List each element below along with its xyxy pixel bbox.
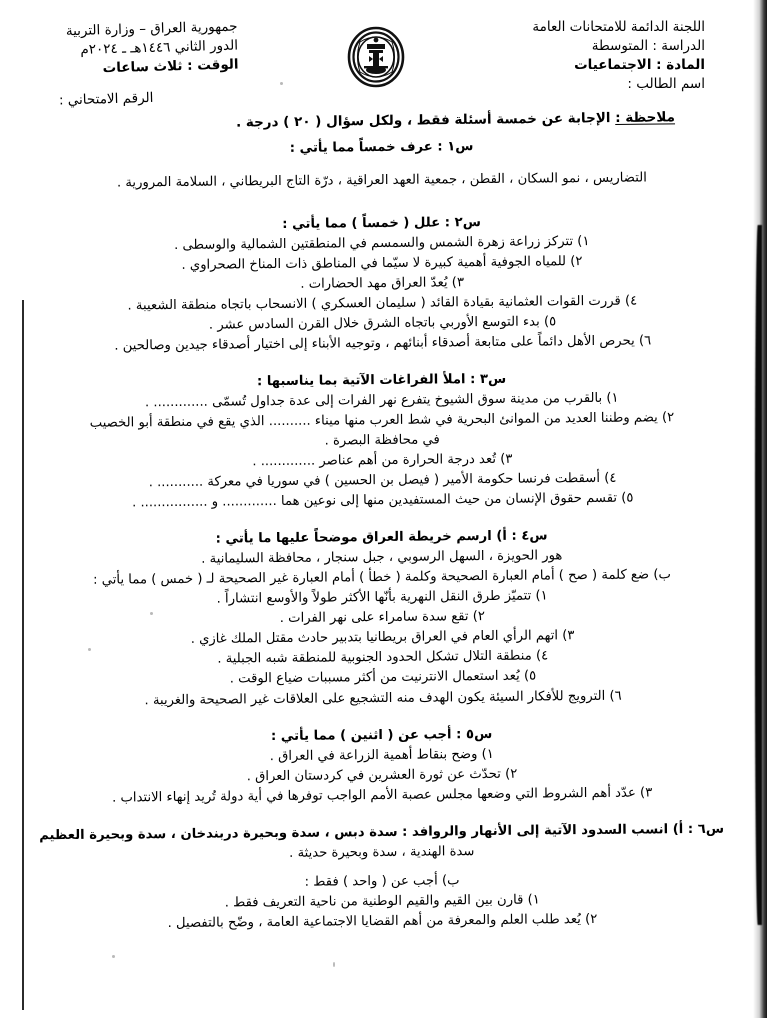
list-item: ٤) أسقطت فرنسا حكومة الأمير ( فيصل بن الحسين ) في سوريا في معركة ........... . [148,471,617,491]
exam-session: الدور الثاني ١٤٤٦هـ ـ ٢٠٢٤م [80,37,239,59]
list-item: ١) قارن بين القيم والقيم الوطنية من ناحية التعريف فقط . [224,892,540,911]
q2-prompt: : علل ( خمساً ) مما يأتي : [282,214,451,232]
q3-prompt: : املأ الفراغات الآتية بما يناسبها : [256,372,476,390]
q3-number: س٣ [479,371,507,387]
list-item: ٣) عدّد أهم الشروط التي وضعها مجلس عصبة الأمم الواجب توفرها في أية دولة تُريد إنهاء الانتداب . [112,785,653,806]
q3-items [30,388,734,515]
list-item: ١) تتميّز طرق النقل النهرية بأنّها الأكثر طولاً والأوسع انتشاراً . [216,588,548,608]
q1-number: س١ [447,139,474,155]
subject: المادة : الاجتماعيات [574,57,705,74]
q6-prompt-b: ب) أجب عن ( واحد ) فقط : [304,873,460,891]
q6-items [31,889,734,936]
note-label: ملاحظة : [615,109,676,127]
q4-map-items: هور الحويزة ، السهل الرسوبي ، جبل سنجار ، محافظة السليمانية . [201,548,563,568]
ministry-emblem-stamp [347,26,405,88]
question-q4 [30,525,735,712]
student-name-label: اسم الطالب : [627,76,705,93]
exam-number-label: الرقم الامتحاني : [58,90,154,109]
header-right-block [532,18,705,95]
q4-prompt-b: ب) ضع كلمة ( صح ) أمام العبارة الصحيحة وكلمة ( خطأ ) أمام العبارة غير الصحيحة لـ ( خمس ) مما يأتي : [93,567,671,589]
list-item: ٣) اتهم الرأي العام في العراق بريطانيا بتدبير حادث مقتل الملك غازي . [190,628,575,648]
list-item: ٥) تقسم حقوق الإنسان من حيث المستفيدين منها إلى نوعين هما ............. و ................ . [131,490,634,511]
scan-speck [112,955,115,958]
list-item: ٥) يُعد استعمال الانترنيت من أكثر مسببات ضياع الوقت . [229,669,537,688]
republic-ministry: جمهورية العراق – وزارة التربية [65,18,238,40]
list-item: ٣) تُعد درجة الحرارة من أهم عناصر ............. . [252,451,513,470]
q6-prompt-a: : أ) انسب السدود الآتية إلى الأنهار والروافد : سدة دبس ، سدة وبحيرة دربندخان ، سدة وبحيرة العظيم [39,822,694,844]
list-item: ٦) الترويج للأفكار السيئة يكون الهدف منه التشجيع على العلاقات غير الصحيحة والغريبة . [144,688,622,709]
list-item: ١) تتركز زراعة زهرة الشمس والسمسم في المنطقتين الشمالية والوسطى . [173,233,590,253]
question-q1 [30,135,733,195]
q2-number: س٢ [454,214,481,230]
q4-items [31,585,735,712]
question-q6 [30,820,734,936]
committee-title: اللجنة الدائمة للامتحانات العامة [532,19,705,35]
q1-terms: التضاريس ، نمو السكان ، القطن ، جمعية العهد العراقية ، درّة التاج البريطاني ، السلامة المرورية . [116,170,647,191]
list-item: ٢) تحدّث عن ثورة العشرين في كردستان العراق . [246,766,518,785]
list-item: ٤) منطقة التلال تشكل الحدود الجنوبية للمنطقة شبه الجبلية . [217,649,549,668]
list-item: ٢) للمياه الجوفية أهمية كبيرة لا سيّما في المناطق ذات المناخ الصحراوي . [181,253,583,273]
scan-speck [333,962,335,967]
exam-duration: الوقت : ثلاث ساعات [102,56,239,77]
list-item: ١) وضح بنقاط أهمية الزراعة في العراق . [269,746,494,765]
list-item: ٢) تقع سدة سامراء على نهر الفرات . [279,609,486,627]
list-item: ٢) يُعد طلب العلم والمعرفة من أهم القضايا الاجتماعية العامة ، وضّح بالتفصيل . [167,912,598,932]
list-item: ٦) يحرص الأهل دائماً على متابعة أصدقاء أبنائهم ، وتوجيه الأبناء إلى اختيار أصدقاء جيدين وصالحين . [114,333,652,354]
q4-prompt-a: : أ) ارسم خريطة العراق موضحاً عليها ما يأتي : [215,529,517,547]
page-header [0,0,767,108]
question-q2 [30,210,734,357]
q4-number: س٤ [521,528,548,545]
list-item: ٥) بدء التوسع الأوربي باتجاه الشرق خلال القرن السادس عشر . [208,314,557,333]
questions-body [0,138,767,935]
list-item: ١) بالقرب من مدينة سوق الشيوخ يتفرع نهر الفرات إلى عدة جداول تُسمّى ............. . [144,390,619,411]
q5-items [30,743,734,810]
q6-dams-items: سدة الهندية ، سدة وبحيرة حديثة . [289,844,475,862]
q5-prompt: : أجب عن ( اثنين ) مما يأتي : [270,727,462,744]
list-item-continued: في محافظة البصرة . [324,432,440,449]
question-q5 [30,723,734,810]
q1-heading [30,135,733,162]
list-item: ٣) يُعدّ العراق مهد الحضارات . [300,274,465,292]
header-left-block [57,17,240,111]
list-item: ٤) قررت القوات العثمانية بقيادة القائد ( سليمان العسكري ) الانسحاب باتجاه منطقة الشعيبة . [127,293,638,314]
q5-number: س٥ [465,726,493,743]
q2-items [30,230,734,357]
list-item: ٢) يضم وطننا العديد من الموانئ البحرية في شط العرب منها ميناء .......... الذي يقع في منطقة أبو الخصيب [89,410,675,431]
exam-note [236,109,675,130]
question-q3 [30,368,734,515]
q1-prompt: : عرف خمساً مما يأتي : [289,139,443,156]
q6-number: س٦ [697,821,725,838]
study-stage: الدراسة : المتوسطة [591,38,705,55]
note-text: الإجابة عن خمسة أسئلة فقط ، ولكل سؤال ( ٢٠ ) درجة . [235,110,611,131]
